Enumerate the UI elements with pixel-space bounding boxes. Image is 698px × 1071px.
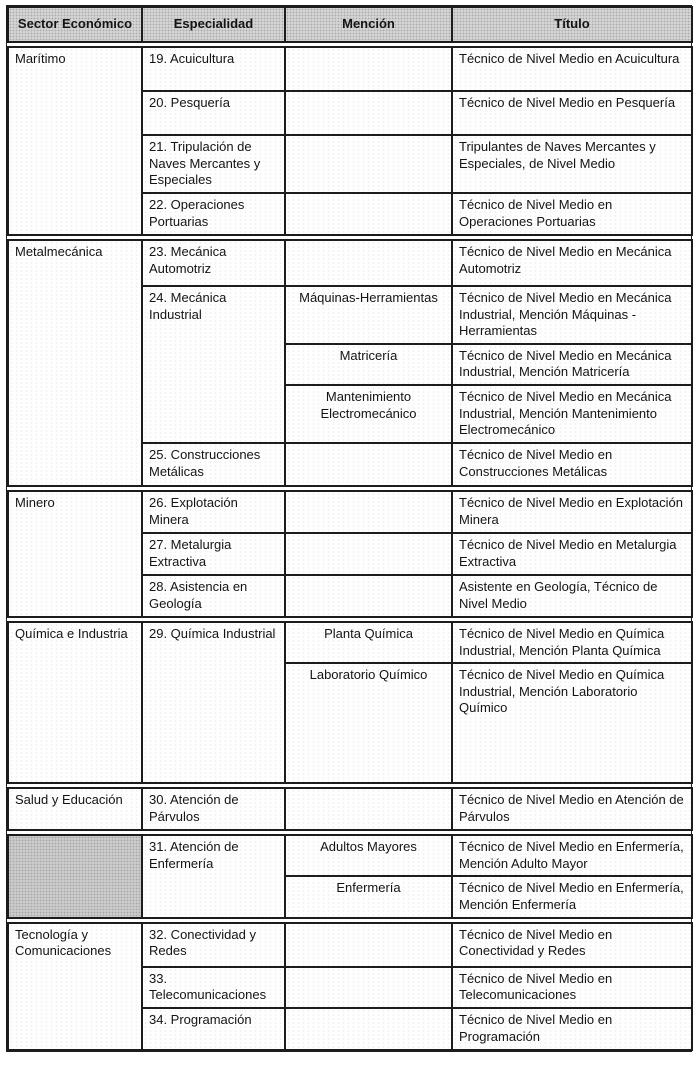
sector-cell: Química e Industria xyxy=(8,622,142,783)
especialidad-cell: 26. Explotación Minera xyxy=(142,491,285,533)
mencion-cell: Adultos Mayores xyxy=(285,835,452,876)
especialidad-cell: 23. Mecánica Automotriz xyxy=(142,240,285,286)
especialidad-cell: 27. Metalurgia Extractiva xyxy=(142,533,285,575)
especialidad-cell: 30. Atención de Párvulos xyxy=(142,788,285,830)
titulo-cell: Tripulantes de Naves Mercantes y Especiales, de Nivel Medio xyxy=(452,135,692,193)
sector-cell: Minero xyxy=(8,491,142,617)
header-sector-economico: Sector Económico xyxy=(8,7,142,42)
especialidad-cell: 20. Pesquería xyxy=(142,91,285,135)
titulo-cell: Técnico de Nivel Medio en Mecánica Industrial, Mención Mantenimiento Electromecánico xyxy=(452,385,692,443)
section-metalmecanica xyxy=(7,239,693,487)
mencion-cell xyxy=(285,788,452,830)
sector-cell: Tecnología y Comunicaciones xyxy=(8,923,142,1050)
mencion-cell: Mantenimiento Electromecánico xyxy=(285,385,452,443)
especialidad-cell: 28. Asistencia en Geología xyxy=(142,575,285,617)
mencion-cell xyxy=(285,91,452,135)
titulo-cell: Técnico de Nivel Medio en Construcciones Metálicas xyxy=(452,443,692,486)
mencion-cell xyxy=(285,47,452,91)
titulo-cell: Técnico de Nivel Medio en Mecánica Industrial, Mención Matricería xyxy=(452,344,692,385)
especialidad-cell: 34. Programación xyxy=(142,1008,285,1050)
table-row xyxy=(8,622,692,663)
section-tecnologia-y-comunicaciones xyxy=(7,922,693,1051)
table-row xyxy=(8,47,692,91)
section-enfermeria xyxy=(7,834,693,919)
titulo-cell: Técnico de Nivel Medio en Metalurgia Extractiva xyxy=(452,533,692,575)
titulo-cell: Técnico de Nivel Medio en Operaciones Portuarias xyxy=(452,193,692,235)
titulo-cell: Técnico de Nivel Medio en Atención de Párvulos xyxy=(452,788,692,830)
section-minero xyxy=(7,490,693,618)
table-row xyxy=(8,835,692,876)
table-row xyxy=(8,788,692,830)
header-titulo: Título xyxy=(452,7,692,42)
sector-cell: Salud y Educación xyxy=(8,788,142,830)
titulo-cell: Técnico de Nivel Medio en Pesquería xyxy=(452,91,692,135)
mencion-cell: Planta Química xyxy=(285,622,452,663)
mencion-cell: Matricería xyxy=(285,344,452,385)
mencion-cell: Enfermería xyxy=(285,876,452,917)
header-mencion: Mención xyxy=(285,7,452,42)
header-especialidad: Especialidad xyxy=(142,7,285,42)
mencion-cell: Máquinas-Herramientas xyxy=(285,286,452,344)
especialidad-cell: 31. Atención de Enfermería xyxy=(142,835,285,918)
mencion-cell xyxy=(285,533,452,575)
titulo-cell: Técnico de Nivel Medio en Química Industrial, Mención Laboratorio Químico xyxy=(452,663,692,783)
titulo-cell: Técnico de Nivel Medio en Química Industrial, Mención Planta Química xyxy=(452,622,692,663)
titulo-cell: Técnico de Nivel Medio en Mecánica Industrial, Mención Máquinas - Herramientas xyxy=(452,286,692,344)
especialidad-cell: 21. Tripulación de Naves Mercantes y Especiales xyxy=(142,135,285,193)
sector-cell: Metalmecánica xyxy=(8,240,142,486)
mencion-cell xyxy=(285,240,452,286)
mencion-cell xyxy=(285,443,452,486)
titulo-cell: Técnico de Nivel Medio en Telecomunicaciones xyxy=(452,967,692,1008)
especialidad-cell: 33. Telecomunicaciones xyxy=(142,967,285,1008)
titulo-cell: Técnico de Nivel Medio en Explotación Minera xyxy=(452,491,692,533)
mencion-cell xyxy=(285,967,452,1008)
table-header-section xyxy=(7,6,693,43)
titulo-cell: Técnico de Nivel Medio en Enfermería, Mención Enfermería xyxy=(452,876,692,917)
header-row xyxy=(8,7,692,42)
sector-cell: Marítimo xyxy=(8,47,142,235)
table-row xyxy=(8,923,692,967)
especialidad-cell: 29. Química Industrial xyxy=(142,622,285,783)
titulo-cell: Técnico de Nivel Medio en Enfermería, Mención Adulto Mayor xyxy=(452,835,692,876)
mencion-cell: Laboratorio Químico xyxy=(285,663,452,783)
mencion-cell xyxy=(285,923,452,967)
mencion-cell xyxy=(285,575,452,617)
especialidad-cell: 25. Construcciones Metálicas xyxy=(142,443,285,486)
mencion-cell xyxy=(285,135,452,193)
table-row xyxy=(8,491,692,533)
section-salud-y-educacion xyxy=(7,787,693,831)
table-row xyxy=(8,240,692,286)
titulo-cell: Técnico de Nivel Medio en Conectividad y Redes xyxy=(452,923,692,967)
titulo-cell: Técnico de Nivel Medio en Programación xyxy=(452,1008,692,1050)
mencion-cell xyxy=(285,193,452,235)
mencion-cell xyxy=(285,1008,452,1050)
titulo-cell: Técnico de Nivel Medio en Acuicultura xyxy=(452,47,692,91)
titulo-cell: Técnico de Nivel Medio en Mecánica Automotriz xyxy=(452,240,692,286)
especialidades-table xyxy=(6,5,692,1052)
mencion-cell xyxy=(285,491,452,533)
especialidad-cell: 19. Acuicultura xyxy=(142,47,285,91)
section-quimica-e-industria xyxy=(7,621,693,784)
titulo-cell: Asistente en Geología, Técnico de Nivel Medio xyxy=(452,575,692,617)
especialidad-cell: 32. Conectividad y Redes xyxy=(142,923,285,967)
especialidad-cell: 22. Operaciones Portuarias xyxy=(142,193,285,235)
section-maritimo xyxy=(7,46,693,236)
especialidad-cell: 24. Mecánica Industrial xyxy=(142,286,285,443)
sector-cell-shaded xyxy=(8,835,142,918)
